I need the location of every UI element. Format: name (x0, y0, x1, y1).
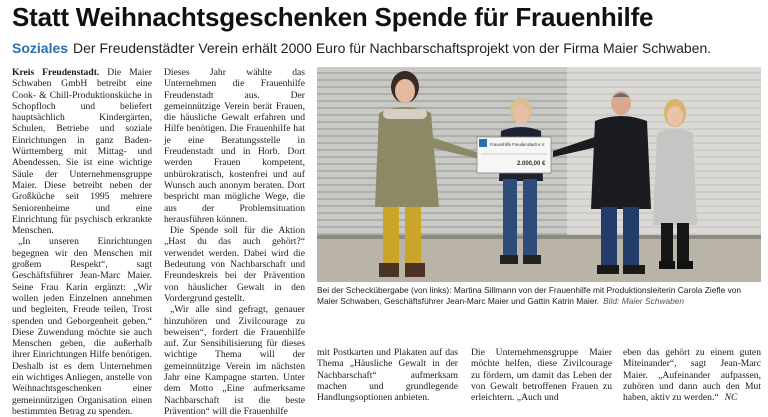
paragraph: mit Postkarten und Plakaten auf das Thema „Häusliche Gewalt in der Nachbarschaft“ aufmerksam machen und grundlegende Handlungsoptionen anbieten. (317, 347, 458, 404)
paragraph-text: eben das gehört zu einem guten Miteinander“, sagt Jean-Marc Maier. „Aufeinander aufpassen, zuhören und dann auch den Mut haben, aktiv zu werden.“ (623, 347, 761, 404)
cheque (477, 137, 551, 173)
paragraph: „In unseren Einrichtungen begegnen wir den Menschen mit großem Respekt“, sagt Geschäftsführer Jean-Marc Maier. Seine Frau Karin ergänzt: „Wir wollen jeden Einzelnen annehmen und begleiten, Freude teilen, Trost spenden und Geborgenheit geben.“ Diese Zuwendung möchte sie auch Menschen geben, die außerhalb ihrer Einrichtungen Hilfe benötigen. Deshalb ist es dem Unternehmen ein wichtiges Anliegen, anstelle von Weihnachtsgeschenken einer gemeinnützigen Organisation einen bestimmten Betrag zu spenden. (12, 236, 152, 417)
paragraph-text: Die Maier Schwaben GmbH betreibt eine Cook- & Chill-Produktionsküche in Schopfloch und beliefert hauptsächlich Kindergärten, Schulen, Betriebe und soziale Einrichtungen in ganz Baden-Württemberg mit Mittag- und Abendessen. Sie ist eine wichtige Säule der Unternehmensgruppe Maier. Diese betreibt neben der Großküche seit 1995 mehrere Seniorenheime und eine Einrichtung für psychisch erkrankte Menschen. (12, 67, 152, 237)
paragraph: „Wir alle sind gefragt, genauer hinzuhören und Zivilcourage zu beweisen“, fordert die Frauenhilfe auf. Zur Sensibilisierung für dieses wichtige Thema will der gemeinnützige Verein im nächsten Jahr eine Kampagne starten. Unter dem Motto „Eine aufmerksame Nachbarschaft ist die beste Prävention“ will die Frauenhilfe (164, 304, 305, 417)
paragraph: Die Unternehmensgruppe Maier möchte helfen, diese Zivilcourage zu fördern, um damit das Leben der von Gewalt betroffenen Frauen zu erleichtern. „Auch und (471, 347, 612, 404)
headline: Statt Weihnachtsgeschenken Spende für Frauenhilfe (12, 2, 654, 32)
dateline: Kreis Freudenstadt. (12, 67, 100, 78)
article-column-2 (164, 67, 305, 417)
photo-caption (317, 285, 761, 307)
cheque-handover-photo (317, 67, 761, 282)
paragraph (12, 67, 152, 236)
article-column-4 (471, 347, 612, 403)
caption-text: Bei der Scheckübergabe (von links): Martina Sillmann von der Frauenhilfe mit Produktionsleiterin Carola Ziefle von Maier Schwaben, Geschäftsführer Jean-Marc Maier und Gattin Katrin Maier. (317, 285, 742, 306)
section-kicker: Soziales (12, 40, 69, 56)
cheque-amount: 2.000,00 € (517, 161, 546, 167)
article-column-1 (12, 67, 152, 417)
paragraph: Dieses Jahr wählte das Unternehmen die Frauenhilfe Freudenstadt aus. Der gemeinnützige Verein berät Frauen, die häusliche Gewalt erfahren und Hilfe benötigen. Die Frauenhilfe hat je eine Beratungsstelle in Freudenstadt und in Horb. Dort werden Frauen kompetent, unbürokratisch, kostenfrei und auf Wunsch auch anonym beraten. Dort bespricht man mögliche Wege, die aus der Problemsituation herausführen können. (164, 67, 305, 225)
cheque-payee: Frauenhilfe Freudenstadt e.V. (490, 142, 546, 147)
photo-credit: Bild: Maier Schwaben (603, 296, 685, 306)
paragraph (623, 347, 761, 403)
photo-illustration (317, 67, 761, 282)
article-column-3 (317, 347, 458, 403)
article-column-5 (623, 347, 761, 403)
subline-text: Der Freudenstädter Verein erhält 2000 Euro für Nachbarschaftsprojekt von der Firma Maier Schwaben. (73, 40, 712, 56)
subline (12, 38, 762, 58)
paragraph: Die Spende soll für die Aktion „Hast du das auch gehört?“ verwendet werden. Dabei wird die Bedeutung von Nachbarschaft und Freundeskreis bei der Prävention von häuslicher Gewalt in den Vordergrund gestellt. (164, 225, 305, 304)
author-signature: NC (724, 392, 738, 404)
